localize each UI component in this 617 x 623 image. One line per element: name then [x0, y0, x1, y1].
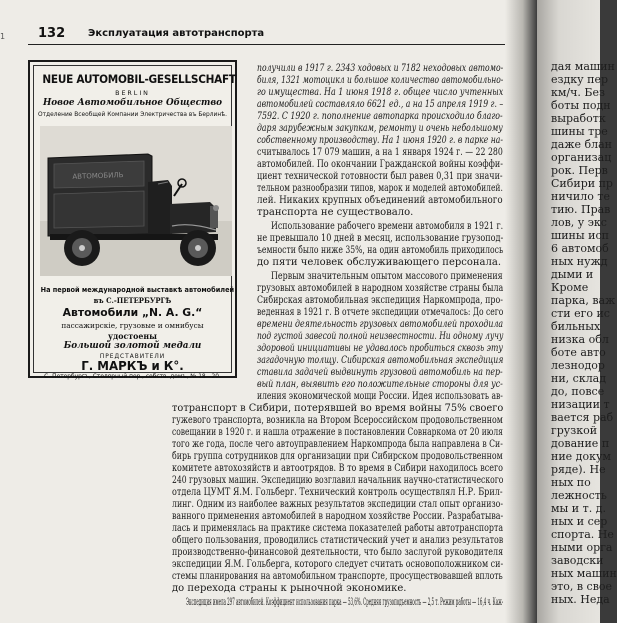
right-page-line: дыми и [551, 268, 594, 281]
text-line: 240 грузовых машин. Экспедицию возглавил начальник научно-статистического [172, 475, 504, 486]
right-page-line: заводски [551, 554, 604, 567]
right-page-line: ряде). Не [551, 463, 606, 476]
ad-inner-frame [33, 65, 236, 380]
right-page-line: дая машин [551, 60, 615, 73]
right-page-line: боте авто [551, 346, 606, 359]
text-line: загадочную толщу. Сибирская автомобильная экспедиция [257, 355, 504, 366]
right-page-line: ничило те [551, 190, 610, 203]
text-line: иления экономической мощи России. Идея использовать ав- [257, 391, 503, 402]
text-line: бирь группа сотрудников для организации при Сибирском продовольственном [172, 451, 503, 462]
running-title: Эксплуатация автотранспорта [88, 28, 265, 39]
ad-exhibition-city: въ С.-ПЕТЕРБУРГѢ [93, 296, 172, 305]
right-book-page [537, 0, 617, 623]
text-line: до перехода страны к рыночной экономике. [172, 583, 407, 594]
page-edge-mark: 1 [0, 32, 6, 41]
right-page-line: лежность [551, 489, 607, 502]
text-line: совещании в 1920 г. и нашла отражение в постановлении Совнаркома от 20 июля [172, 427, 503, 438]
ad-city: BERLIN [115, 89, 150, 97]
ad-address: С.-Петербургъ, Столярный пер., собств. домъ, № 18—20. [44, 373, 221, 380]
text-line: считывалось 17 079 машин, а на 1 января 1924 г. — 22 280 [257, 147, 503, 158]
text-line: циент технической готовности был равен 0,31 при значи- [257, 171, 503, 182]
ad-award-line1: удостоены [108, 331, 157, 341]
right-page-line: км/ч. Без [551, 86, 605, 99]
right-page-line: организац [551, 151, 612, 164]
text-line: тотранспорт в Сибири, потерявшей во время войны 75% своего [172, 403, 504, 414]
text-line: лась и применялась на практике система показателей работы автотранспорта [172, 523, 504, 534]
truck-panel-text: АВТОМОБИЛЬ [72, 171, 124, 181]
text-line: производственно-финансовой деятельности, что было заслугой руководителя [172, 547, 504, 558]
text-line: транспорта не существовало. [257, 207, 414, 218]
right-page-line: выработк [551, 112, 606, 125]
text-line: экспедиции Я.М. Гольберга, которого следует считать основоположником си- [172, 559, 504, 570]
ad-company: Г. МАРКЪ и К°. [81, 359, 184, 373]
right-page-line: мы и т. д. [551, 502, 606, 515]
right-page-line: ных и сер [551, 515, 608, 528]
text-line: до пяти человек обслуживающего персонала. [257, 257, 502, 268]
right-page-line: парка, важ [551, 294, 616, 307]
text-line: Использование рабочего времени автомобиля в 1921 г. [271, 221, 504, 232]
right-page-line: ездку пер [551, 73, 609, 86]
right-page-line: ных. Неда [551, 593, 610, 606]
right-page-line: шины тре [551, 125, 608, 138]
text-line: времени деятельность грузовых автомобилей проходила [257, 319, 504, 330]
vintage-advertisement [28, 60, 237, 378]
ad-subtitle: Новое Автомобильное Общество [42, 98, 223, 108]
ad-title: NEUE AUTOMOBIL-GESELLSCHAFT [42, 72, 236, 86]
right-page-line: даже блан [551, 138, 612, 151]
right-page-line: грузкой [551, 424, 598, 437]
page-number: 132 [38, 26, 66, 41]
text-line: общего пользования, проводились статистический учет и анализ результатов [172, 535, 504, 546]
text-line: автомобилей составляло 6621 ед., а на 15 апреля 1919 г. – [257, 99, 504, 110]
text-line: го имущества. На 1 июня 1918 г. общее число учтенных [257, 87, 504, 98]
text-line: грузовых автомобилей в народном хозяйстве страны была [257, 283, 504, 294]
right-page-line: это, в свое [551, 580, 613, 593]
text-line: 7592. С 1920 г. пополнение автопарка происходило благо- [257, 111, 503, 122]
text-line: получили в 1917 г. 2343 ходовых и 7182 неходовых автомо- [257, 63, 504, 74]
text-line: стемы планирования на автомобильном транспорте, просуществовавшей вплоть [172, 571, 503, 582]
right-page-line: Сибири пр [551, 177, 613, 190]
text-line: ъемности было ниже 35%, на один автомобиль приходилось [257, 245, 504, 256]
text-line: биля, 1321 мотоцикл и большое количество автомобильно- [257, 75, 504, 86]
text-line: вый план, выявить его положительные стороны для ус- [257, 379, 503, 390]
right-page-line: ных машин [551, 567, 617, 580]
right-page-line: боты подн [551, 99, 611, 112]
right-page-line: сти его ис [551, 307, 610, 320]
text-line: собственному производству. На 1 июня 1920 г. в парке на- [257, 135, 503, 146]
text-line: тельном разнообразии типов, марок и моделей автомобилей. [257, 183, 503, 194]
text-line: Первым значительным опытом массового применения [271, 271, 503, 282]
text-line: Сибирская автомобильная экспедиция Наркомпрода, про- [257, 295, 503, 306]
right-page-line: шины исп [551, 229, 609, 242]
right-page-line: дование п [551, 437, 610, 450]
right-page-line: лезнодор [551, 359, 605, 372]
right-page-line: до, повсе [551, 385, 605, 398]
text-line: ванного применения автомобилей в народном хозяйстве России. Разрабатыва- [172, 511, 504, 522]
text-line: лей. Никаких крупных объединений автомобильного [257, 195, 503, 206]
text-line: Экспедиция имела 297 автомобилей. Коэффициент использования парка — 53,6%. Средняя грузоподъемность — 2,5 т. Режим работы — 16,4 ч. Каж- [186, 597, 504, 608]
text-line: даря зарубежным закупкам, ремонту и очень небольшому [257, 123, 503, 134]
right-page-line: вается раб [551, 411, 614, 424]
text-line: гужевого транспорта, возникла на Втором Всероссийском продовольственном [172, 415, 503, 426]
right-page-line: ние докум [551, 450, 611, 463]
text-line: отдела ЦУМТ Я.М. Гольберг. Технический контроль осуществлял Н.Р. Брил- [172, 487, 503, 498]
ad-vehicle-types: пассажирскіе, грузовые и омнибусы [61, 321, 204, 330]
right-page-line: низка обл [551, 333, 609, 346]
text-line: ставила задачей выдвинуть грузовой автомобиль на пер- [257, 367, 503, 378]
right-page-line: низации т [551, 398, 610, 411]
ad-representatives: ПРЕДСТАВИТЕЛИ [99, 353, 166, 360]
right-page-line: Кроме [551, 281, 589, 294]
right-page-line: ни, склад [551, 372, 607, 385]
text-line: линг. Одним из наиболее важных результатов экспедиции стал опыт организо- [172, 499, 504, 510]
text-line: комитете автохозяйств и автоотрядов. В то время в Сибири находилось всего [172, 463, 504, 474]
ad-brand: Автомобили „N. A. G.“ [62, 306, 203, 319]
right-page-line: спорта. Не [551, 528, 614, 541]
text-line: автомобилей. По окончании Гражданской войны коэффи- [257, 159, 503, 170]
text-line: под густой завесой полной неизвестности. Ни одному лучу [257, 331, 504, 342]
delivery-truck-icon [40, 126, 232, 276]
ad-exhibition: На первой международной выставкѣ автомобилей [40, 286, 235, 294]
right-page-line: бильных [551, 320, 601, 333]
ad-award-line2: Большой золотой медали [63, 341, 202, 351]
right-page-line: лов, у экс [551, 216, 607, 229]
book-gutter [505, 0, 537, 623]
text-line: веденная в 1921 г. В отчете экспедиции отмечалось: До сего [257, 307, 504, 318]
right-page-line: ных по [551, 476, 591, 489]
right-page-line: тию. Прав [551, 203, 611, 216]
right-page-line: ными орга [551, 541, 613, 554]
ad-department: Отделение Всеобщей Компании Электричества въ Берлинѣ. [38, 111, 227, 118]
right-page-line: ных нужд [551, 255, 608, 268]
page-header [28, 24, 508, 45]
text-line: здоровой инициативы не удавалось пробиться сквозь эту [257, 343, 503, 354]
right-page-line: 6 автомоб [551, 242, 609, 255]
right-page-line: рок. Перв [551, 164, 608, 177]
text-line: того же года, после чего автоуправлением Наркомпрода была направлена в Си- [172, 439, 503, 450]
text-line: не превышало 10 дней в месяц, использование грузопод- [257, 233, 504, 244]
